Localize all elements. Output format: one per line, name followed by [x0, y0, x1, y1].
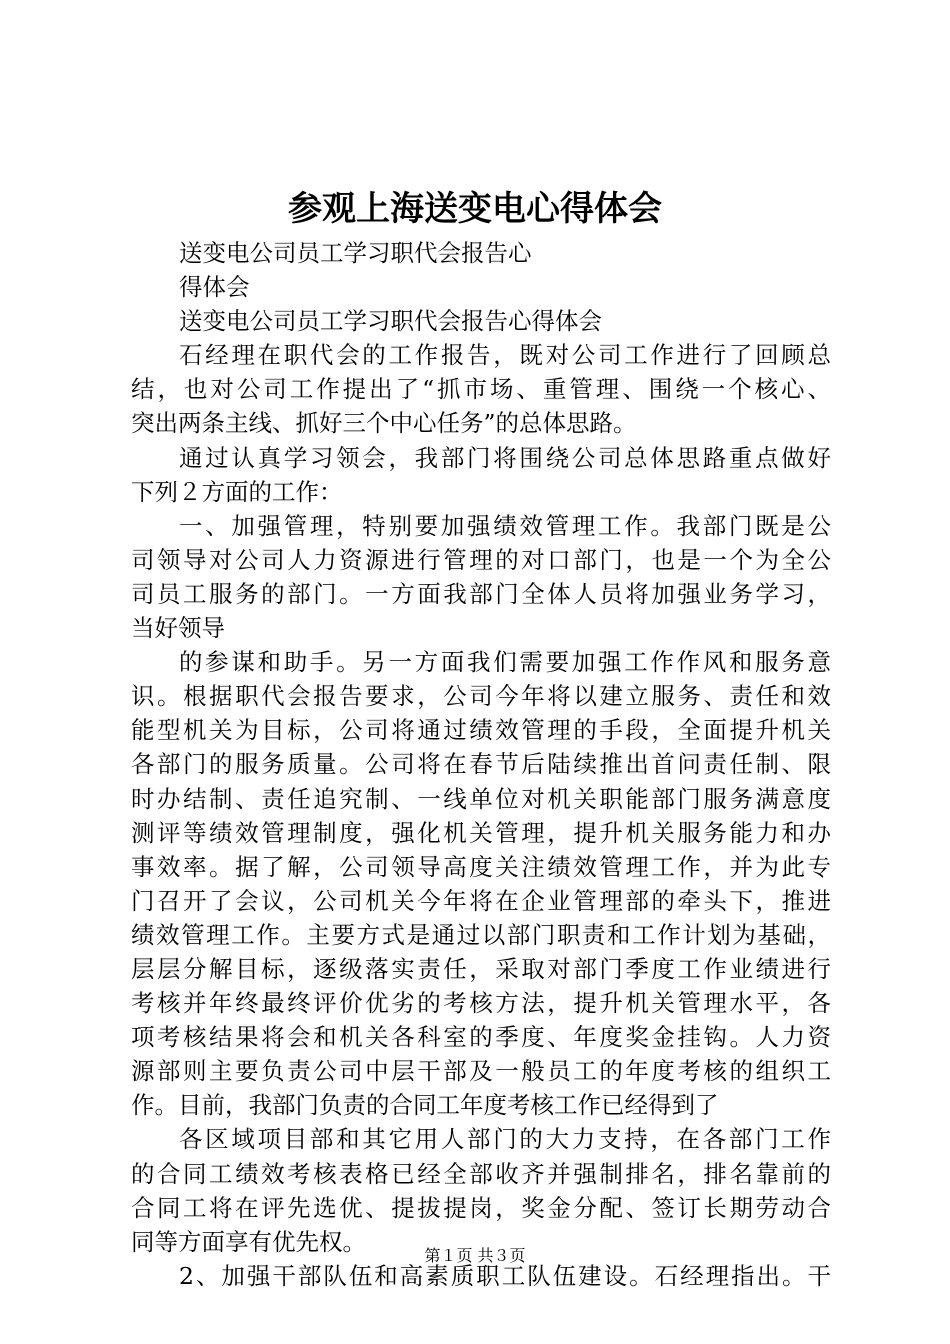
text-line: 一、加强管理，特别要加强绩效管理工作。我部门既是公	[179, 511, 831, 540]
text-line: 当好领导	[131, 614, 225, 643]
text-line: 合同工将在评先选优、提拔提岗，奖金分配、签订长期劳动合	[131, 1193, 831, 1222]
text-line: 送变电公司员工学习职代会报告心	[179, 239, 532, 267]
text-line: 时办结制、责任追究制、一线单位对机关职能部门服务满意度	[131, 784, 831, 813]
text-line: 通过认真学习领会，我部门将围绕公司总体思路重点做好	[179, 443, 831, 472]
text-line: 考核并年终最终评价优劣的考核方法，提升机关管理水平，各	[131, 989, 831, 1018]
text-line: 能型机关为目标，公司将通过绩效管理的手段，全面提升机关	[131, 716, 831, 745]
text-line: 门召开了会议，公司机关今年将在企业管理部的牵头下，推进	[131, 886, 831, 915]
text-line: 识。根据职代会报告要求，公司今年将以建立服务、责任和效	[131, 682, 831, 711]
text-line: 的参谋和助手。另一方面我们需要加强工作作风和服务意	[179, 648, 831, 677]
text-line: 得体会	[179, 273, 250, 302]
text-line: 源部则主要负责公司中层干部及一般员工的年度考核的组织工	[131, 1057, 831, 1086]
text-line: 2、加强干部队伍和高素质职工队伍建设。石经理指出。干	[179, 1261, 831, 1290]
text-line: 石经理在职代会的工作报告，既对公司工作进行了回顾总	[179, 341, 831, 370]
text-line: 项考核结果将会和机关各科室的季度、年度奖金挂钩。人力资	[131, 1023, 831, 1052]
text-line: 同等方面享有优先权。	[131, 1227, 366, 1256]
text-line: 司领导对公司人力资源进行管理的对口部门，也是一个为全公	[131, 545, 831, 574]
document-title: 参观上海送变电心得体会	[288, 189, 662, 229]
text-line: 送变电公司员工学习职代会报告心得体会	[179, 307, 602, 336]
text-line: 各部门的服务质量。公司将在春节后陆续推出首问责任制、限	[131, 750, 831, 779]
text-line: 各区域项目部和其它用人部门的大力支持，在各部门工作	[179, 1125, 831, 1154]
page-number: 第１页 共３页	[424, 1246, 526, 1265]
text-line: 层层分解目标，逐级落实责任，采取对部门季度工作业绩进行	[131, 954, 831, 983]
document-body	[131, 236, 831, 1293]
text-line: 测评等绩效管理制度，强化机关管理，提升机关服务能力和办	[131, 818, 831, 847]
text-line: 结，也对公司工作提出了“抓市场、重管理、围绕一个核心、	[131, 375, 831, 404]
text-line: 事效率。据了解，公司领导高度关注绩效管理工作，并为此专	[131, 852, 831, 881]
text-line: 下列２方面的工作：	[131, 477, 343, 506]
text-line: 作。目前，我部门负责的合同工年度考核工作已经得到了	[131, 1091, 719, 1120]
text-line: 司员工服务的部门。一方面我部门全体人员将加强业务学习，	[131, 579, 831, 608]
text-line: 突出两条主线、抓好三个中心任务”的总体思路。	[131, 409, 637, 438]
text-line: 的合同工绩效考核表格已经全部收齐并强制排名，排名靠前的	[131, 1159, 831, 1188]
text-line: 绩效管理工作。主要方式是通过以部门职责和工作计划为基础，	[131, 920, 831, 949]
